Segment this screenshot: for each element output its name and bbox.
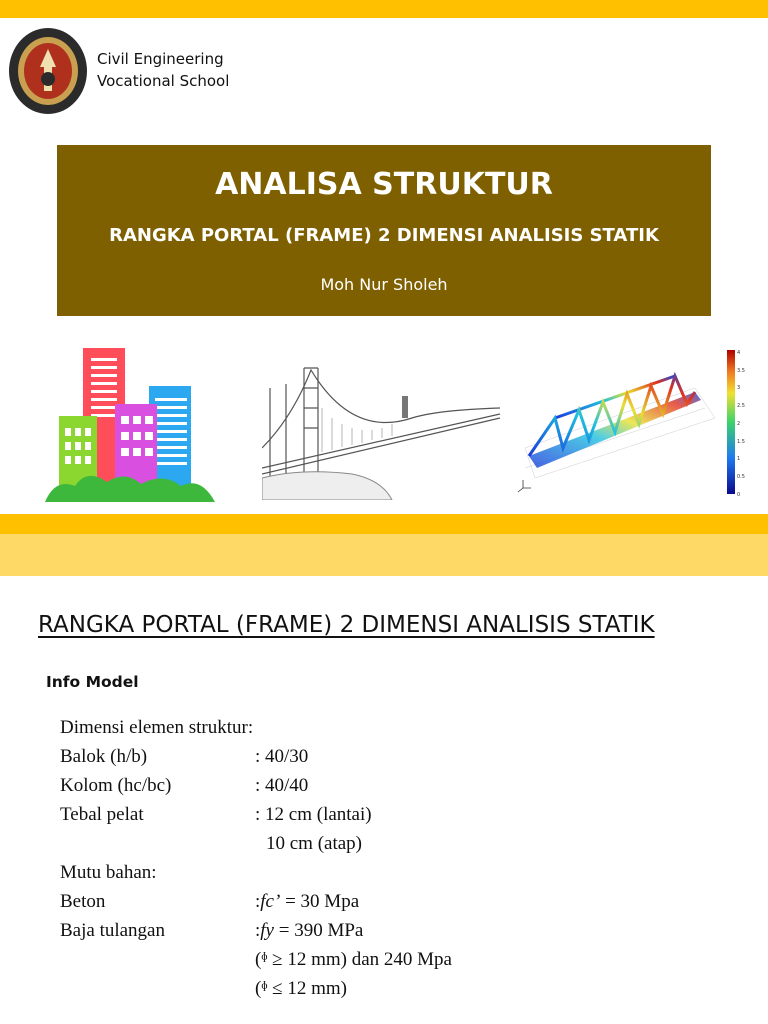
top-accent-bar (0, 0, 768, 18)
legend-tick-3: 3 (737, 385, 741, 391)
section-title: RANGKA PORTAL (FRAME) 2 DIMENSI ANALISIS STATIK (38, 612, 655, 638)
presentation-subtitle: RANGKA PORTAL (FRAME) 2 DIMENSI ANALISIS STATIK (109, 225, 659, 246)
spec-heading: Dimensi elemen struktur: (60, 717, 254, 738)
author-name: Moh Nur Sholeh (320, 275, 448, 294)
kolom-label: Kolom (hc/bc) (60, 775, 172, 796)
beton-label: Beton (60, 891, 106, 912)
legend-tick-4: 4 (737, 350, 741, 356)
mid-accent-bar (0, 514, 768, 534)
baja-value-line: :fy = 390 MPa (255, 920, 364, 941)
legend-tick-0-5: 0.5 (737, 474, 745, 480)
title-box (57, 145, 711, 316)
institution-name (97, 48, 229, 92)
baja-condition-1: (ᶲ ≥ 12 mm) dan 240 Mpa (255, 949, 452, 970)
university-logo (8, 27, 88, 115)
beton-value: = 30 Mpa (285, 891, 360, 912)
legend-tick-3-5: 3.5 (737, 368, 745, 374)
institution-line-1: Civil Engineering (97, 50, 224, 68)
balok-value: : 40/30 (255, 746, 309, 767)
mid-accent-bar-light (0, 534, 768, 576)
info-model-heading: Info Model (46, 673, 139, 691)
beton-value-line: :fc’ = 30 Mpa (255, 891, 360, 912)
pelat-value-atap: 10 cm (atap) (266, 833, 363, 854)
balok-label: Balok (h/b) (60, 746, 148, 767)
mutu-heading: Mutu bahan: (60, 862, 157, 883)
legend-tick-0: 0 (737, 492, 741, 498)
suspension-bridge-sketch (262, 348, 502, 500)
legend-tick-2: 2 (737, 421, 741, 427)
baja-condition-2: (ᶲ ≤ 12 mm) (255, 978, 347, 999)
city-buildings-illustration (45, 346, 215, 502)
pelat-label: Tebal pelat (60, 804, 144, 825)
kolom-value: : 40/40 (255, 775, 309, 796)
presentation-title: ANALISA STRUKTUR (215, 167, 553, 202)
legend-tick-2-5: 2.5 (737, 403, 745, 409)
beton-symbol: fc’ (260, 891, 281, 912)
baja-symbol: fy (260, 920, 274, 941)
legend-tick-1-5: 1.5 (737, 439, 745, 445)
truss-stress-plot (515, 348, 747, 498)
pelat-value-lantai: : 12 cm (lantai) (255, 804, 372, 825)
baja-label: Baja tulangan (60, 920, 165, 941)
institution-line-2: Vocational School (97, 72, 230, 90)
legend-tick-1: 1 (737, 456, 741, 462)
baja-value: = 390 MPa (278, 920, 364, 941)
